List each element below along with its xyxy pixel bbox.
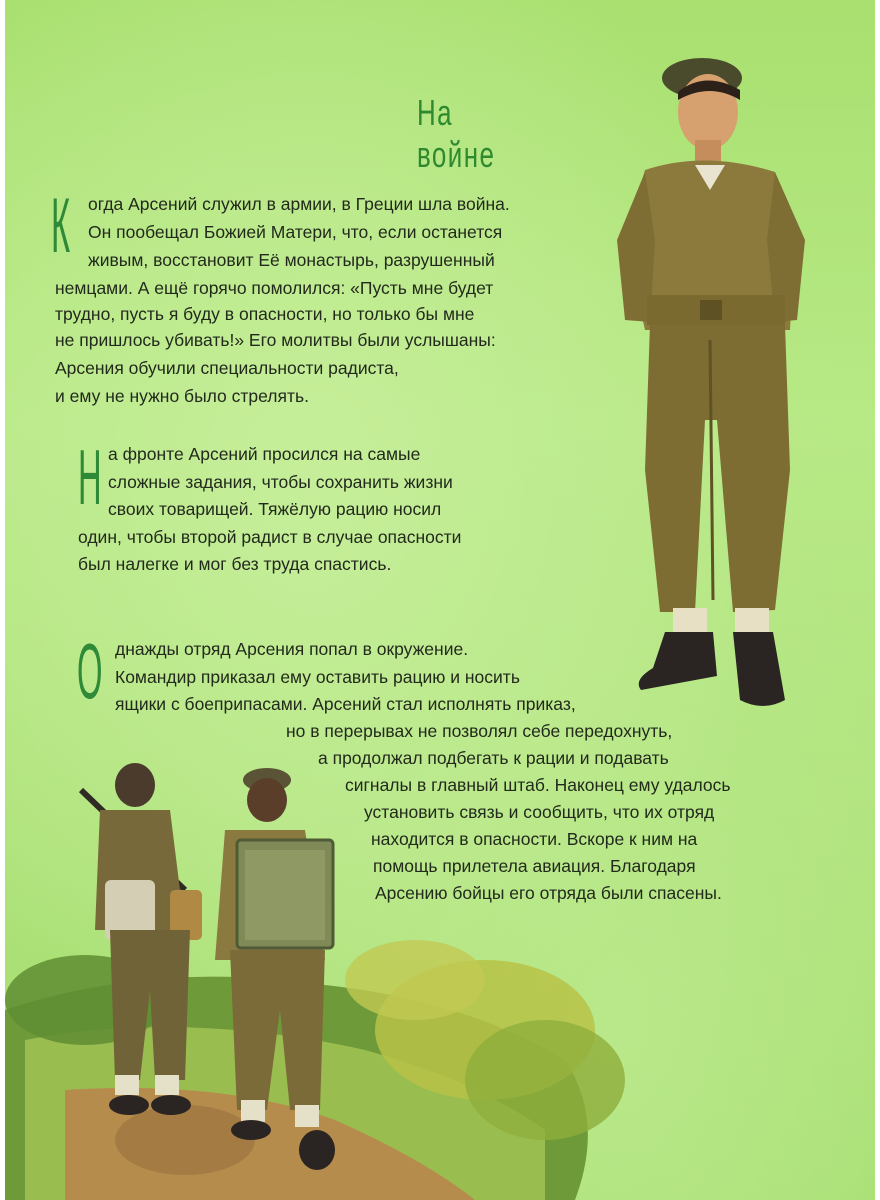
text-line: сложные задания, чтобы сохранить жизни	[108, 472, 453, 492]
text-line: но в перерывах не позволял себе передохнуть,	[286, 721, 673, 741]
text-line: Арсению бойцы его отряда были спасены.	[375, 883, 722, 903]
text-line: Арсения обучили специальности радиста,	[55, 358, 399, 378]
text-line: не пришлось убивать!» Его молитвы были услышаны:	[55, 330, 496, 350]
text-line: а фронте Арсений просился на самые	[108, 444, 421, 464]
text-line: установить связь и сообщить, что их отряд	[364, 802, 715, 822]
text-line: и ему не нужно было стрелять.	[55, 386, 309, 406]
book-page	[5, 0, 875, 1200]
text-line: огда Арсений служил в армии, в Греции шла война.	[88, 194, 510, 214]
text-line: живым, восстановит Её монастырь, разрушенный	[88, 250, 495, 270]
text-line: помощь прилетела авиация. Благодаря	[373, 856, 696, 876]
walking-soldiers-illustration	[5, 0, 875, 1200]
text-line: трудно, пусть я буду в опасности, но только бы мне	[55, 304, 475, 324]
text-line: днажды отряд Арсения попал в окружение.	[115, 639, 469, 659]
page-title: На войне	[417, 92, 496, 175]
text-line: сигналы в главный штаб. Наконец ему удалось	[345, 775, 731, 795]
drop-cap: О	[77, 627, 103, 715]
text-line: а продолжал подбегать к рации и подавать	[318, 748, 669, 768]
text-line: своих товарищей. Тяжёлую рацию носил	[108, 499, 442, 519]
drop-cap: К	[51, 181, 71, 269]
drop-cap: Н	[78, 433, 102, 521]
text-line: Он пообещал Божией Матери, что, если останется	[88, 222, 503, 242]
text-line: немцами. А ещё горячо помолился: «Пусть мне будет	[55, 278, 494, 298]
text-line: Командир приказал ему оставить рацию и носить	[115, 667, 520, 687]
text-line: находится в опасности. Вскоре к ним на	[371, 829, 698, 849]
text-line: был налегке и мог без труда спастись.	[78, 554, 392, 574]
text-line: один, чтобы второй радист в случае опасности	[78, 527, 462, 547]
text-line: ящики с боеприпасами. Арсений стал исполнять приказ,	[115, 694, 576, 714]
